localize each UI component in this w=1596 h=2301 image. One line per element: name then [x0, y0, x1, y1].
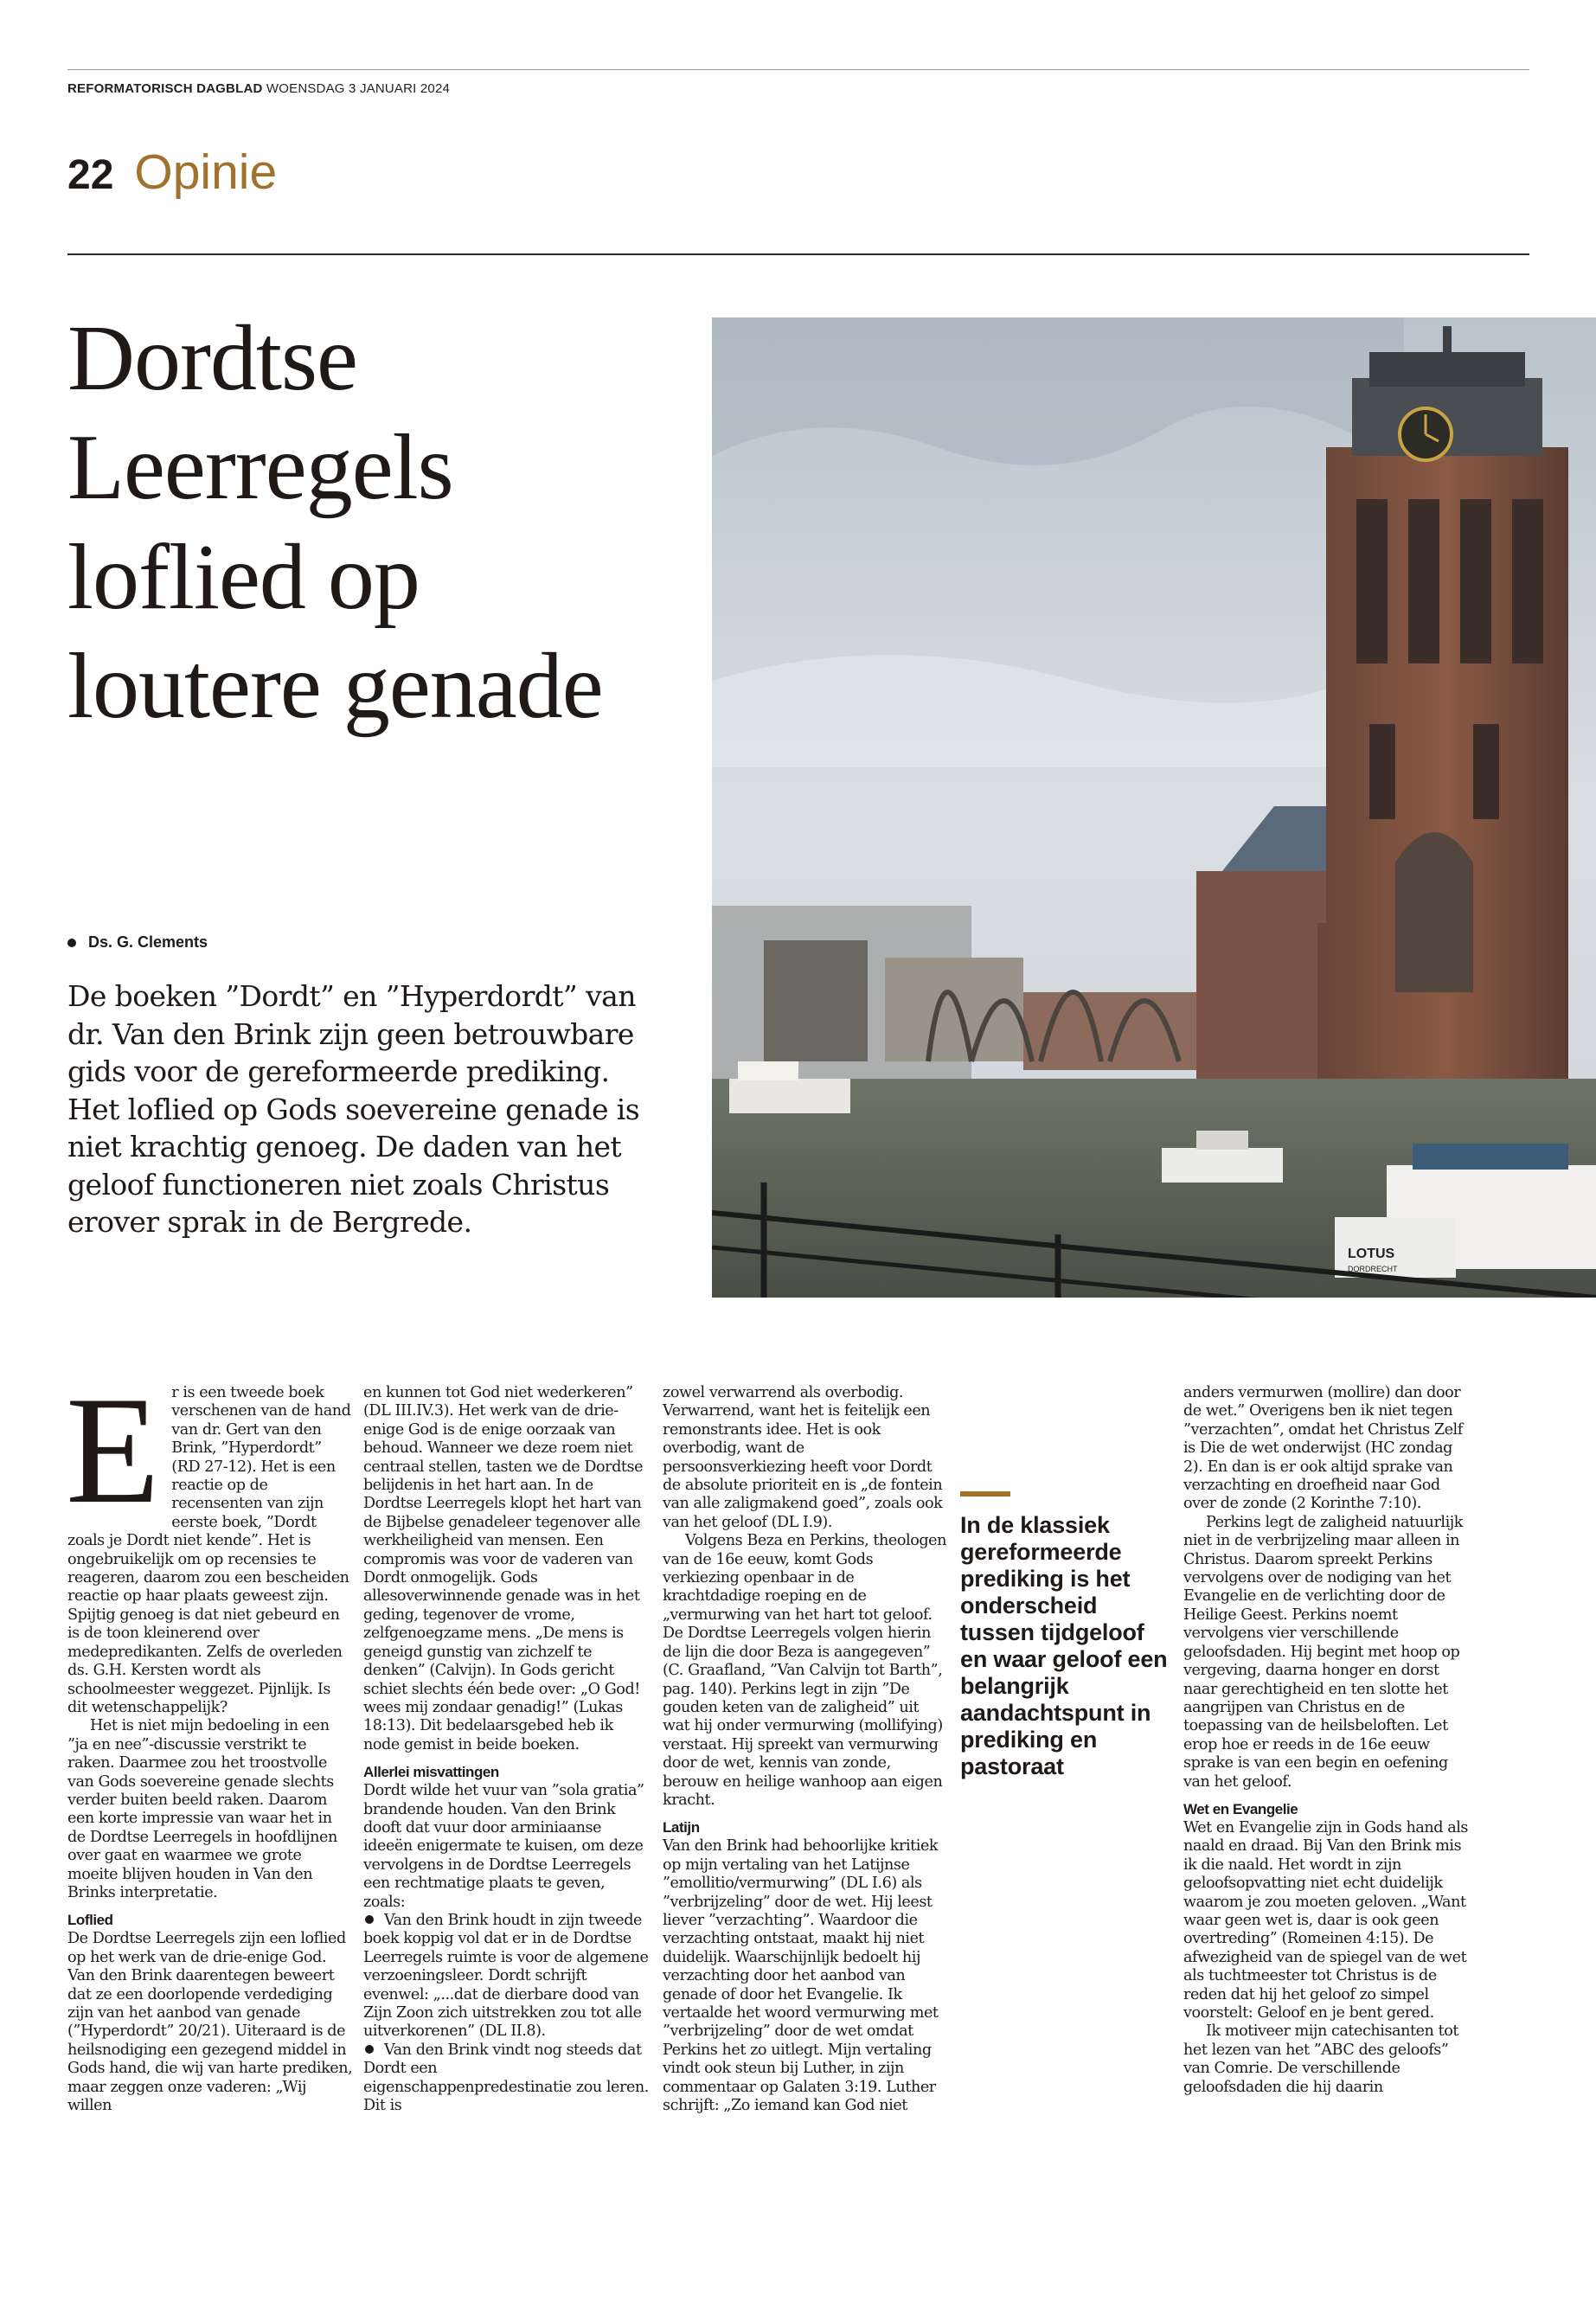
issue-date: WOENSDAG 3 JANUARI 2024 — [266, 81, 451, 96]
subheading: Latijn — [663, 1819, 700, 1836]
bullet-icon — [365, 1915, 374, 1924]
paragraph: zowel verwarrend als overbodig. Verwarrend, want het is feitelijk een remonstrants idee. Het is ook overbodig, want de persoonsverkiezing heeft voor Dordt de absolute prioriteit en is „de fontein van alle zaligmakend goed”, zoals ook van het geloof (DL I.9). — [663, 1384, 943, 1531]
article-intro: De boeken ”Dordt” en ”Hyperdordt” van dr. Van den Brink zijn geen betrouwbare gids voor de gereformeerde prediking. Het loflied op Gods soevereine genade is niet krachtig genoeg. De daden van het geloof functioneren niet zoals Christus erover sprak in de Bergrede. — [67, 979, 640, 1240]
pull-quote: In de klassiek gereformeerde prediking is het onderscheid tussen tijdgeloof en waar geloof een belangrijk aandachtspunt in prediking en pastoraat — [960, 1512, 1168, 1779]
paragraph: Dordt wilde het vuur van ”sola gratia” brandende houden. Van den Brink dooft dat vuur door arminiaanse ideeën enigermate te kuisen, om deze vervolgens in de Dordtse Leerregels een rechtmatige plaats te geven, zoals: — [363, 1782, 644, 1911]
byline-bullet-icon — [67, 939, 76, 947]
bullet-icon — [365, 2045, 374, 2054]
paragraph: Ik motiveer mijn catechisanten tot het lezen van het ”ABC des geloofs” van Comrie. De verschillende geloofsdaden die hij daarin — [1183, 2022, 1458, 2096]
paragraph: Van den Brink had behoorlijke kritiek op mijn vertaling van het Latijnse ”emollitio/vermurwing” (DL I.6) als ”verbrijzeling” door de wet. Hij leest liever ”verzachting”. Waardoor die verzachting ontstaat, maakt hij niet duidelijk. Waarschijnlijk bedoelt hij verzachting door het aanbod van genade of door het Evangelie. Ik vertaalde het woord vermurwing met ”verbrijzeling” door de wet omdat Perkins het zo uitlegt. Mijn vertaling vindt ook steun bij Luther, in zijn commentaar op Galaten 3:19. Luther schrijft: „Zo iemand kan God niet — [663, 1837, 939, 2115]
byline — [67, 933, 208, 952]
text-column-2 — [363, 1384, 649, 2115]
text-column-5 — [1183, 1384, 1469, 2097]
section-title: Opinie — [134, 144, 278, 200]
page-header — [67, 144, 277, 204]
bullet-text: Van den Brink houdt in zijn tweede boek koppig vol dat er in de Dordtse Leerregels ruimte is voor de algemene verzoeningsleer. Dordt schrijft evenwel: „...dat de dierbare dood van Zijn Zoon zich uitstrekken zou tot alle uitverkorenen” (DL II.8). — [363, 1911, 649, 2041]
text-column-3 — [663, 1384, 948, 2115]
masthead-rule — [67, 69, 1529, 70]
bullet-paragraph — [363, 2041, 649, 2116]
paragraph: Wet en Evangelie zijn in Gods hand als naald en draad. Bij Van den Brink mis ik die naald. Het wordt in zijn geloofsopvatting niet echt duidelijk waarom je zou moeten geloven. „Want waar geen wet is, daar is ook geen overtreding” (Romeinen 4:15). De afwezigheid van de spiegel van de wet als tuchtmeester tot Christus is de reden dat hij het geloof zo simpel voorstelt: Geloof en je bent gered. — [1183, 1818, 1469, 2022]
text-column-1 — [66, 1364, 353, 2115]
paragraph: De Dordtse Leerregels zijn een loflied op het werk van de drie-enige God. Van den Brink daarentegen beweert dat ze een doorlopende verdediging zijn van het aanbod van genade (”Hyperdordt” 20/21). Uiteraard is de heilsnodiging een gezegend middel in Gods hand, die wij van harte prediken, maar zeggen onze vaderen: „Wij willen — [67, 1930, 353, 2115]
header-rule — [67, 253, 1529, 255]
author-name: Ds. G. Clements — [88, 933, 208, 951]
article-headline: Dordtse Leerregels loflied op loutere genade — [67, 307, 603, 739]
boat-sub-text: DORDRECHT — [1348, 1265, 1398, 1273]
pull-quote-accent-bar — [960, 1491, 1010, 1497]
subheading: Wet en Evangelie — [1183, 1800, 1298, 1817]
drop-cap: E — [66, 1364, 160, 1535]
paragraph: en kunnen tot God niet wederkeren” (DL III.IV.3). Het werk van de drie-enige God is de enige oorzaak van behoud. Wanneer we deze roem niet centraal stellen, tasten we de Dordtse belijdenis in het hart aan. In de Dordtse Leerregels klopt het hart van de Bijbelse genadeleer tegenover alle werkheiligheid van mensen. Een compromis was voor de vaderen van Dordt onmogelijk. Gods allesoverwinnende genade was in het geding, tegenover de vrome, zelfgenoegzame mens. „De mens is geneigd gunstig van zichzelf te denken” (Calvijn). In Gods gericht schiet slechts één bede over: „O God! wees mij zondaar genadig!” (Lukas 18:13). Dit bedelaarsgebed heb ik node gemist in beide boeken. — [363, 1384, 644, 1753]
paragraph: Volgens Beza en Perkins, theologen van de 16e eeuw, komt Gods verkiezing openbaar in de krachtdadige roeping en de „vermurwing van het hart tot geloof. De Dordtse Leerregels volgen hierin de lijn die door Beza is aangegeven” (C. Graafland, ”Van Calvijn tot Barth”, pag. 140). Perkins legt in zijn ”De gouden keten van de zaligheid” uit wat hij onder vermurwing (mollifying) verstaat. Hij spreekt van vermurwing door de wet, kennis van zonde, berouw en heilige wanhoop aan eigen kracht. — [663, 1532, 946, 1809]
paragraph: Perkins legt de zaligheid natuurlijk niet in de verbrijzeling maar alleen in Christus. Daarom spreekt Perkins vervolgens over de nodiging van het Evangelie en de verlichting door de Heilige Geest. Perkins noemt vervolgens vier verschillende geloofsdaden. Hij begint met hoop op vergeving, daarna honger en dorst naar gerechtigheid en ten slotte het aangrijpen van Christus en de toepassing van de heilsbeloften. Let erop hoe er reeds in de 16e eeuw sprake is van een begin en oefening van het geloof. — [1183, 1513, 1463, 1791]
newspaper-name: REFORMATORISCH DAGBLAD — [67, 81, 263, 96]
bullet-paragraph — [363, 1912, 649, 2041]
boat-name-text: LOTUS — [1348, 1247, 1395, 1261]
article-photo — [712, 317, 1596, 1298]
subheading: Allerlei misvattingen — [363, 1764, 499, 1781]
subheading: Loflied — [67, 1912, 113, 1929]
paragraph: Het is niet mijn bedoeling in een ”ja en nee”-discussie verstrikt te raken. Daarmee zou het troostvolle van Gods soevereine genade slechts verder buiten beeld raken. Daarom een korte impressie van waar het in de Dordtse Leerregels in hoofdlijnen over gaat en waarmee we grote moeite blijven houden in Van den Brinks interpretatie. — [67, 1717, 337, 1901]
paragraph: anders vermurwen (mollire) dan door de wet.” Overigens ben ik niet tegen ”verzachten”, omdat het Christus Zelf is Die de wet onderwijst (HC zondag 2). En dan is er ook altijd sprake van verzachting en droefheid naar God over de zonde (2 Korinthe 7:10). — [1183, 1384, 1463, 1513]
page-number: 22 — [67, 152, 114, 198]
bullet-text: Van den Brink vindt nog steeds dat Dordt een eigenschappenpredestinatie zou leren. Dit is — [363, 2041, 649, 2115]
masthead — [67, 81, 450, 96]
paragraph: r is een tweede boek verschenen van de hand van dr. Gert van den Brink, ”Hyperdordt” (RD 27-12). Het is een reactie op de recensenten van zijn eerste boek, ”Dordt zoals je Dordt niet kende”. Het is ongebruikelijk om op recensies te reageren, daarom zou een bescheiden reactie op haar plaats geweest zijn. Spijtig genoeg is dat niet gebeurd en is de toon kleinerend over medepredikanten. Zelfs de overleden ds. G.H. Kersten wordt als schoolmeester weggezet. Pijnlijk. Is dit wetenschappelijk? — [67, 1384, 351, 1716]
